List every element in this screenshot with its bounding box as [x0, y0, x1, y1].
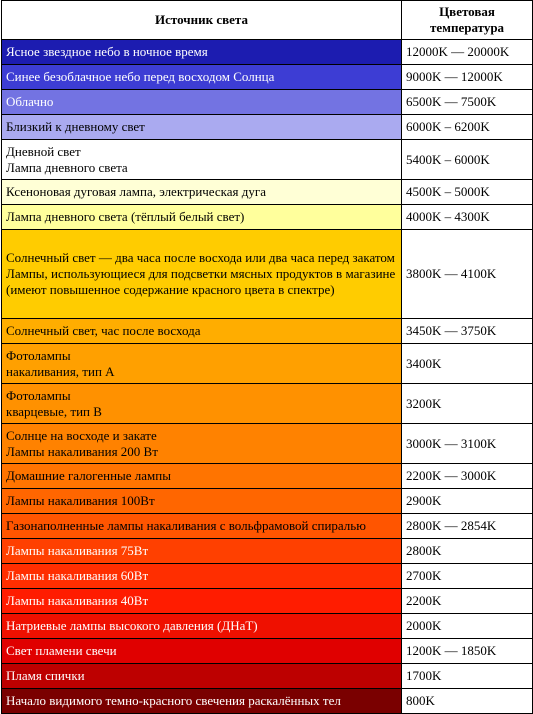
temperature-cell: 1200K — 1850K: [402, 639, 533, 664]
table-row: [2, 90, 533, 115]
temperature-cell: 3200K: [402, 384, 533, 424]
table-row: [2, 514, 533, 539]
temperature-cell: 3450K — 3750K: [402, 319, 533, 344]
temperature-cell: 3400K: [402, 344, 533, 384]
temperature-cell: 12000K — 20000K: [402, 40, 533, 65]
table-row: [2, 205, 533, 230]
temperature-cell: 2900K: [402, 489, 533, 514]
light-source-cell: Облачно: [2, 90, 402, 115]
table-row: [2, 40, 533, 65]
temperature-cell: 3800K — 4100K: [402, 230, 533, 319]
light-source-cell: Ясное звездное небо в ночное время: [2, 40, 402, 65]
temperature-cell: 1700K: [402, 664, 533, 689]
table-row: [2, 539, 533, 564]
table-row: [2, 464, 533, 489]
temperature-cell: 3000K — 3100K: [402, 424, 533, 464]
table-row: [2, 140, 533, 180]
light-source-cell: Синее безоблачное небо перед восходом Солнца: [2, 65, 402, 90]
light-source-cell: Лампы накаливания 60Вт: [2, 564, 402, 589]
temperature-cell: 2200K: [402, 589, 533, 614]
temperature-cell: 4000K – 4300K: [402, 205, 533, 230]
light-source-cell: Пламя спички: [2, 664, 402, 689]
temperature-cell: 6500K — 7500K: [402, 90, 533, 115]
header-row: [2, 1, 533, 40]
table-row: [2, 344, 533, 384]
light-source-cell: Солнечный свет — два часа после восхода или два часа перед закатом Лампы, использующиеся для подсветки мясных продуктов в магазине (имеют повышенное содержание красного цвета в спектре): [2, 230, 402, 319]
table-row: [2, 115, 533, 140]
light-source-cell: Лампа дневного света (тёплый белый свет): [2, 205, 402, 230]
temperature-cell: 2800K: [402, 539, 533, 564]
temperature-cell: 2700K: [402, 564, 533, 589]
light-source-cell: Близкий к дневному свет: [2, 115, 402, 140]
temperature-cell: 2800K — 2854K: [402, 514, 533, 539]
table-row: [2, 614, 533, 639]
header-temperature-line1: Цветовая: [439, 4, 495, 19]
light-source-cell: Домашние галогенные лампы: [2, 464, 402, 489]
temperature-cell: 6000K – 6200K: [402, 115, 533, 140]
light-source-cell: Солнечный свет, час после восхода: [2, 319, 402, 344]
table-row: [2, 664, 533, 689]
color-temperature-table: [1, 0, 533, 714]
table-row: [2, 319, 533, 344]
light-source-cell: Натриевые лампы высокого давления (ДНаТ): [2, 614, 402, 639]
table-row: [2, 689, 533, 714]
header-source: Источник света: [2, 1, 402, 40]
table-row: [2, 564, 533, 589]
light-source-cell: Лампы накаливания 40Вт: [2, 589, 402, 614]
table-row: [2, 489, 533, 514]
table-row: [2, 384, 533, 424]
temperature-cell: 800K: [402, 689, 533, 714]
header-temperature: [402, 1, 533, 40]
light-source-cell: Газонаполненные лампы накаливания с вольфрамовой спиралью: [2, 514, 402, 539]
temperature-cell: 2000K: [402, 614, 533, 639]
temperature-cell: 2200K — 3000K: [402, 464, 533, 489]
light-source-cell: Свет пламени свечи: [2, 639, 402, 664]
light-source-cell: Лампы накаливания 100Вт: [2, 489, 402, 514]
light-source-cell: Ксеноновая дуговая лампа, электрическая дуга: [2, 180, 402, 205]
table-row: [2, 65, 533, 90]
table-row: [2, 230, 533, 319]
light-source-cell: Начало видимого темно-красного свечения раскалённых тел: [2, 689, 402, 714]
table-row: [2, 589, 533, 614]
light-source-cell: Дневной свет Лампа дневного света: [2, 140, 402, 180]
temperature-cell: 9000K — 12000K: [402, 65, 533, 90]
table-row: [2, 180, 533, 205]
temperature-cell: 4500K – 5000K: [402, 180, 533, 205]
table-row: [2, 424, 533, 464]
temperature-cell: 5400K – 6000K: [402, 140, 533, 180]
light-source-cell: Солнце на восходе и закате Лампы накаливания 200 Вт: [2, 424, 402, 464]
light-source-cell: Лампы накаливания 75Вт: [2, 539, 402, 564]
header-temperature-line2: температура: [429, 20, 505, 35]
light-source-cell: Фотолампы накаливания, тип А: [2, 344, 402, 384]
table-row: [2, 639, 533, 664]
light-source-cell: Фотолампы кварцевые, тип В: [2, 384, 402, 424]
